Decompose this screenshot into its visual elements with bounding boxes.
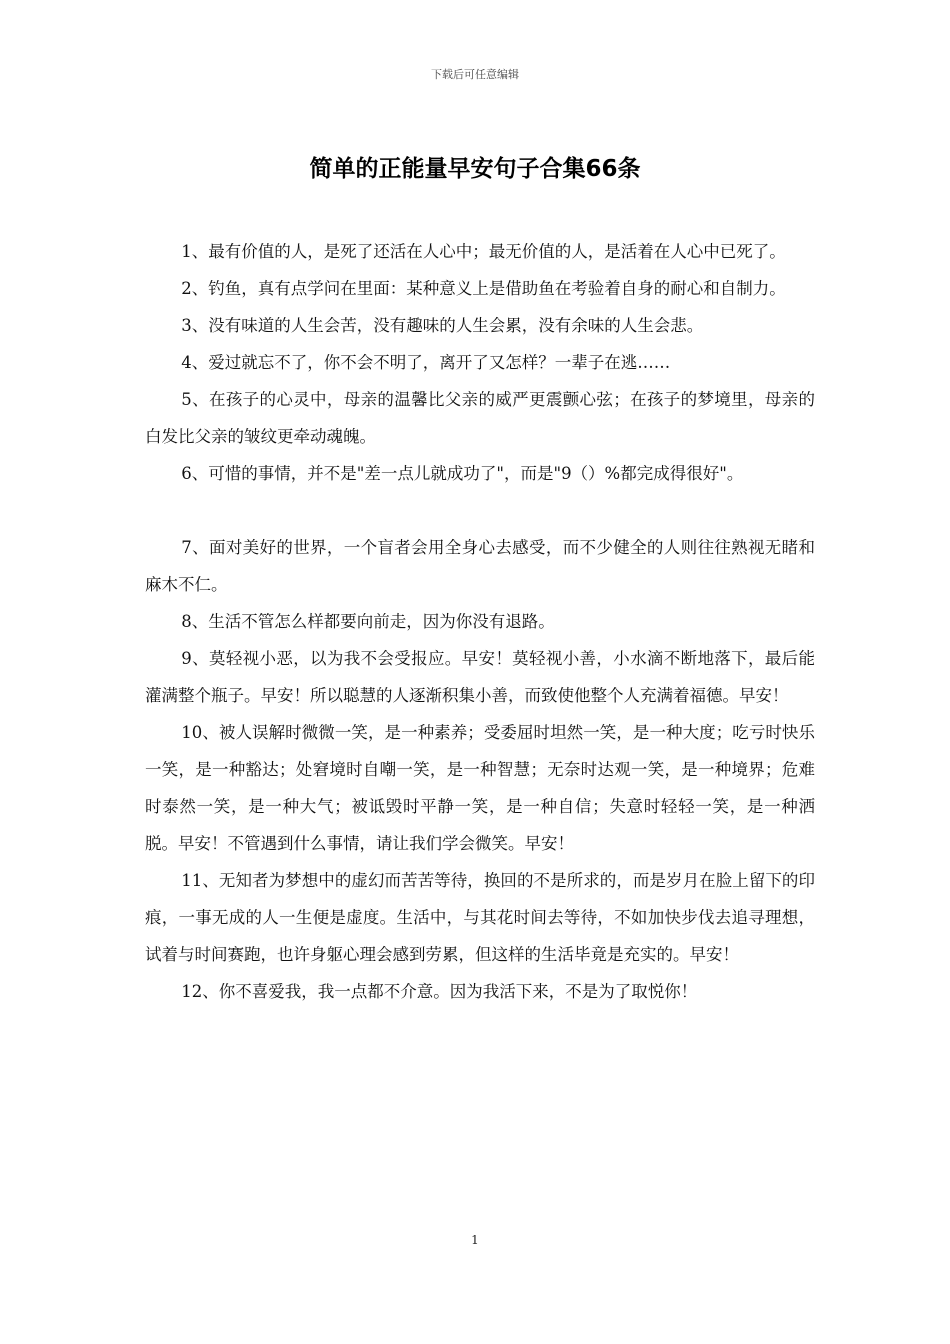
paragraph-3: 3、没有味道的人生会苦，没有趣味的人生会累，没有余味的人生会悲。 <box>181 316 704 335</box>
document-title: 简单的正能量早安句子合集66条 <box>309 156 641 182</box>
paragraph-7: 7、面对美好的世界，一个盲者会用全身心去感受，而不少健全的人则往往熟视无睹和麻木不仁。 <box>145 538 815 594</box>
blank-line <box>145 492 815 529</box>
paragraph-1: 1、最有价值的人，是死了还活在人心中；最无价值的人，是活着在人心中已死了。 <box>181 242 786 261</box>
document-body <box>145 233 815 1010</box>
paragraph-9: 9、莫轻视小恶，以为我不会受报应。早安！莫轻视小善，小水滴不断地落下，最后能灌满整个瓶子。早安！所以聪慧的人逐渐积集小善，而致使他整个人充满着福德。早安！ <box>145 649 815 705</box>
paragraph-8: 8、生活不管怎么样都要向前走，因为你没有退路。 <box>181 612 555 631</box>
paragraph-2: 2、钓鱼，真有点学问在里面：某种意义上是借助鱼在考验着自身的耐心和自制力。 <box>181 279 786 298</box>
paragraph-10: 10、被人误解时微微一笑，是一种素养；受委屈时坦然一笑，是一种大度；吃亏时快乐一笑，是一种豁达；处窘境时自嘲一笑，是一种智慧；无奈时达观一笑，是一种境界；危难时泰然一笑，是一种大气；被诋毁时平静一笑，是一种自信；失意时轻轻一笑，是一种洒脱。早安！不管遇到什么事情，请让我们学会微笑。早安！ <box>145 723 815 853</box>
paragraph-11: 11、无知者为梦想中的虚幻而苦苦等待，换回的不是所求的，而是岁月在脸上留下的印痕，一事无成的人一生便是虚度。生活中，与其花时间去等待，不如加快步伐去追寻理想，试着与时间赛跑，也许身躯心理会感到劳累，但这样的生活毕竟是充实的。早安！ <box>145 871 815 964</box>
paragraph-4: 4、爱过就忘不了，你不会不明了，离开了又怎样？一辈子在逃…… <box>181 353 671 372</box>
page-header-note: 下载后可任意编辑 <box>431 68 519 81</box>
paragraph-6: 6、可惜的事情，并不是"差一点儿就成功了"，而是"9（）%都完成得很好"。 <box>181 464 744 483</box>
paragraph-5: 5、在孩子的心灵中，母亲的温馨比父亲的威严更震颤心弦；在孩子的梦境里，母亲的白发比父亲的皱纹更牵动魂魄。 <box>145 390 815 446</box>
page-number: 1 <box>471 1233 479 1247</box>
paragraph-12: 12、你不喜爱我，我一点都不介意。因为我活下来，不是为了取悦你！ <box>181 982 698 1001</box>
